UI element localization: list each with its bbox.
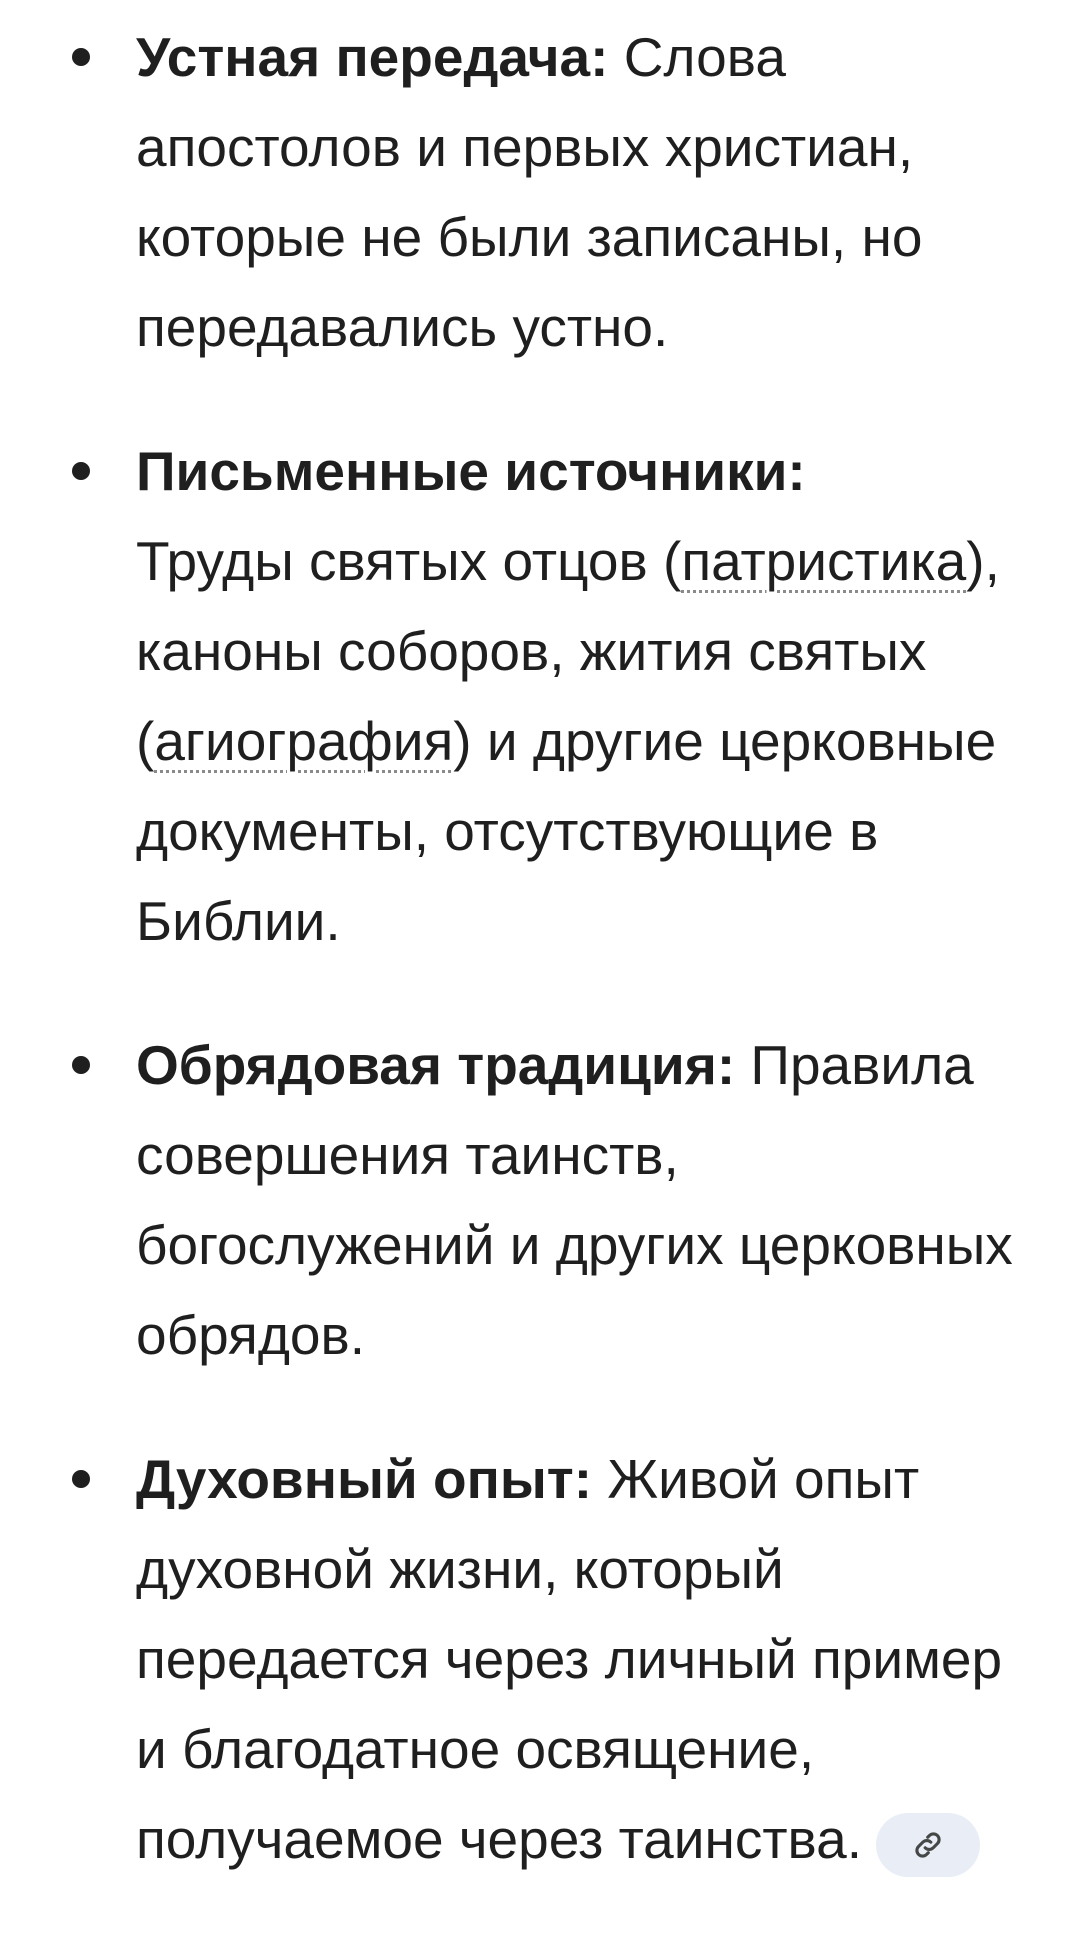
link-icon xyxy=(911,1828,945,1862)
item-term: Устная передача: xyxy=(136,26,609,88)
list-item xyxy=(0,12,1080,372)
source-link-button[interactable] xyxy=(876,1813,980,1877)
item-term: Письменные источники: xyxy=(136,440,806,502)
item-text: ), каноны соборов, жития святых ( xyxy=(136,530,1000,772)
item-text: Слова апостолов и первых христиан, которые не были записаны, но передавались устно. xyxy=(136,26,923,358)
item-text: ) и другие церковные документы, отсутствующие в Библии. xyxy=(136,710,997,952)
list-item xyxy=(0,426,1080,966)
list-item xyxy=(0,1434,1080,1884)
item-text: Труды святых отцов ( xyxy=(136,530,682,592)
item-text: Правила совершения таинств, богослужений и других церковных обрядов. xyxy=(136,1034,1013,1366)
tradition-list xyxy=(0,12,1080,1938)
item-text: Живой опыт духовной жизни, который передается через личный пример и благодатное освящение, получаемое через таинства. xyxy=(136,1448,1003,1870)
item-term: Духовный опыт: xyxy=(136,1448,593,1510)
list-item xyxy=(0,1020,1080,1380)
term-link-patristics[interactable]: патристика xyxy=(681,530,967,592)
item-term: Обрядовая традиция: xyxy=(136,1034,736,1096)
term-link-hagiography[interactable]: агиография xyxy=(154,710,454,772)
